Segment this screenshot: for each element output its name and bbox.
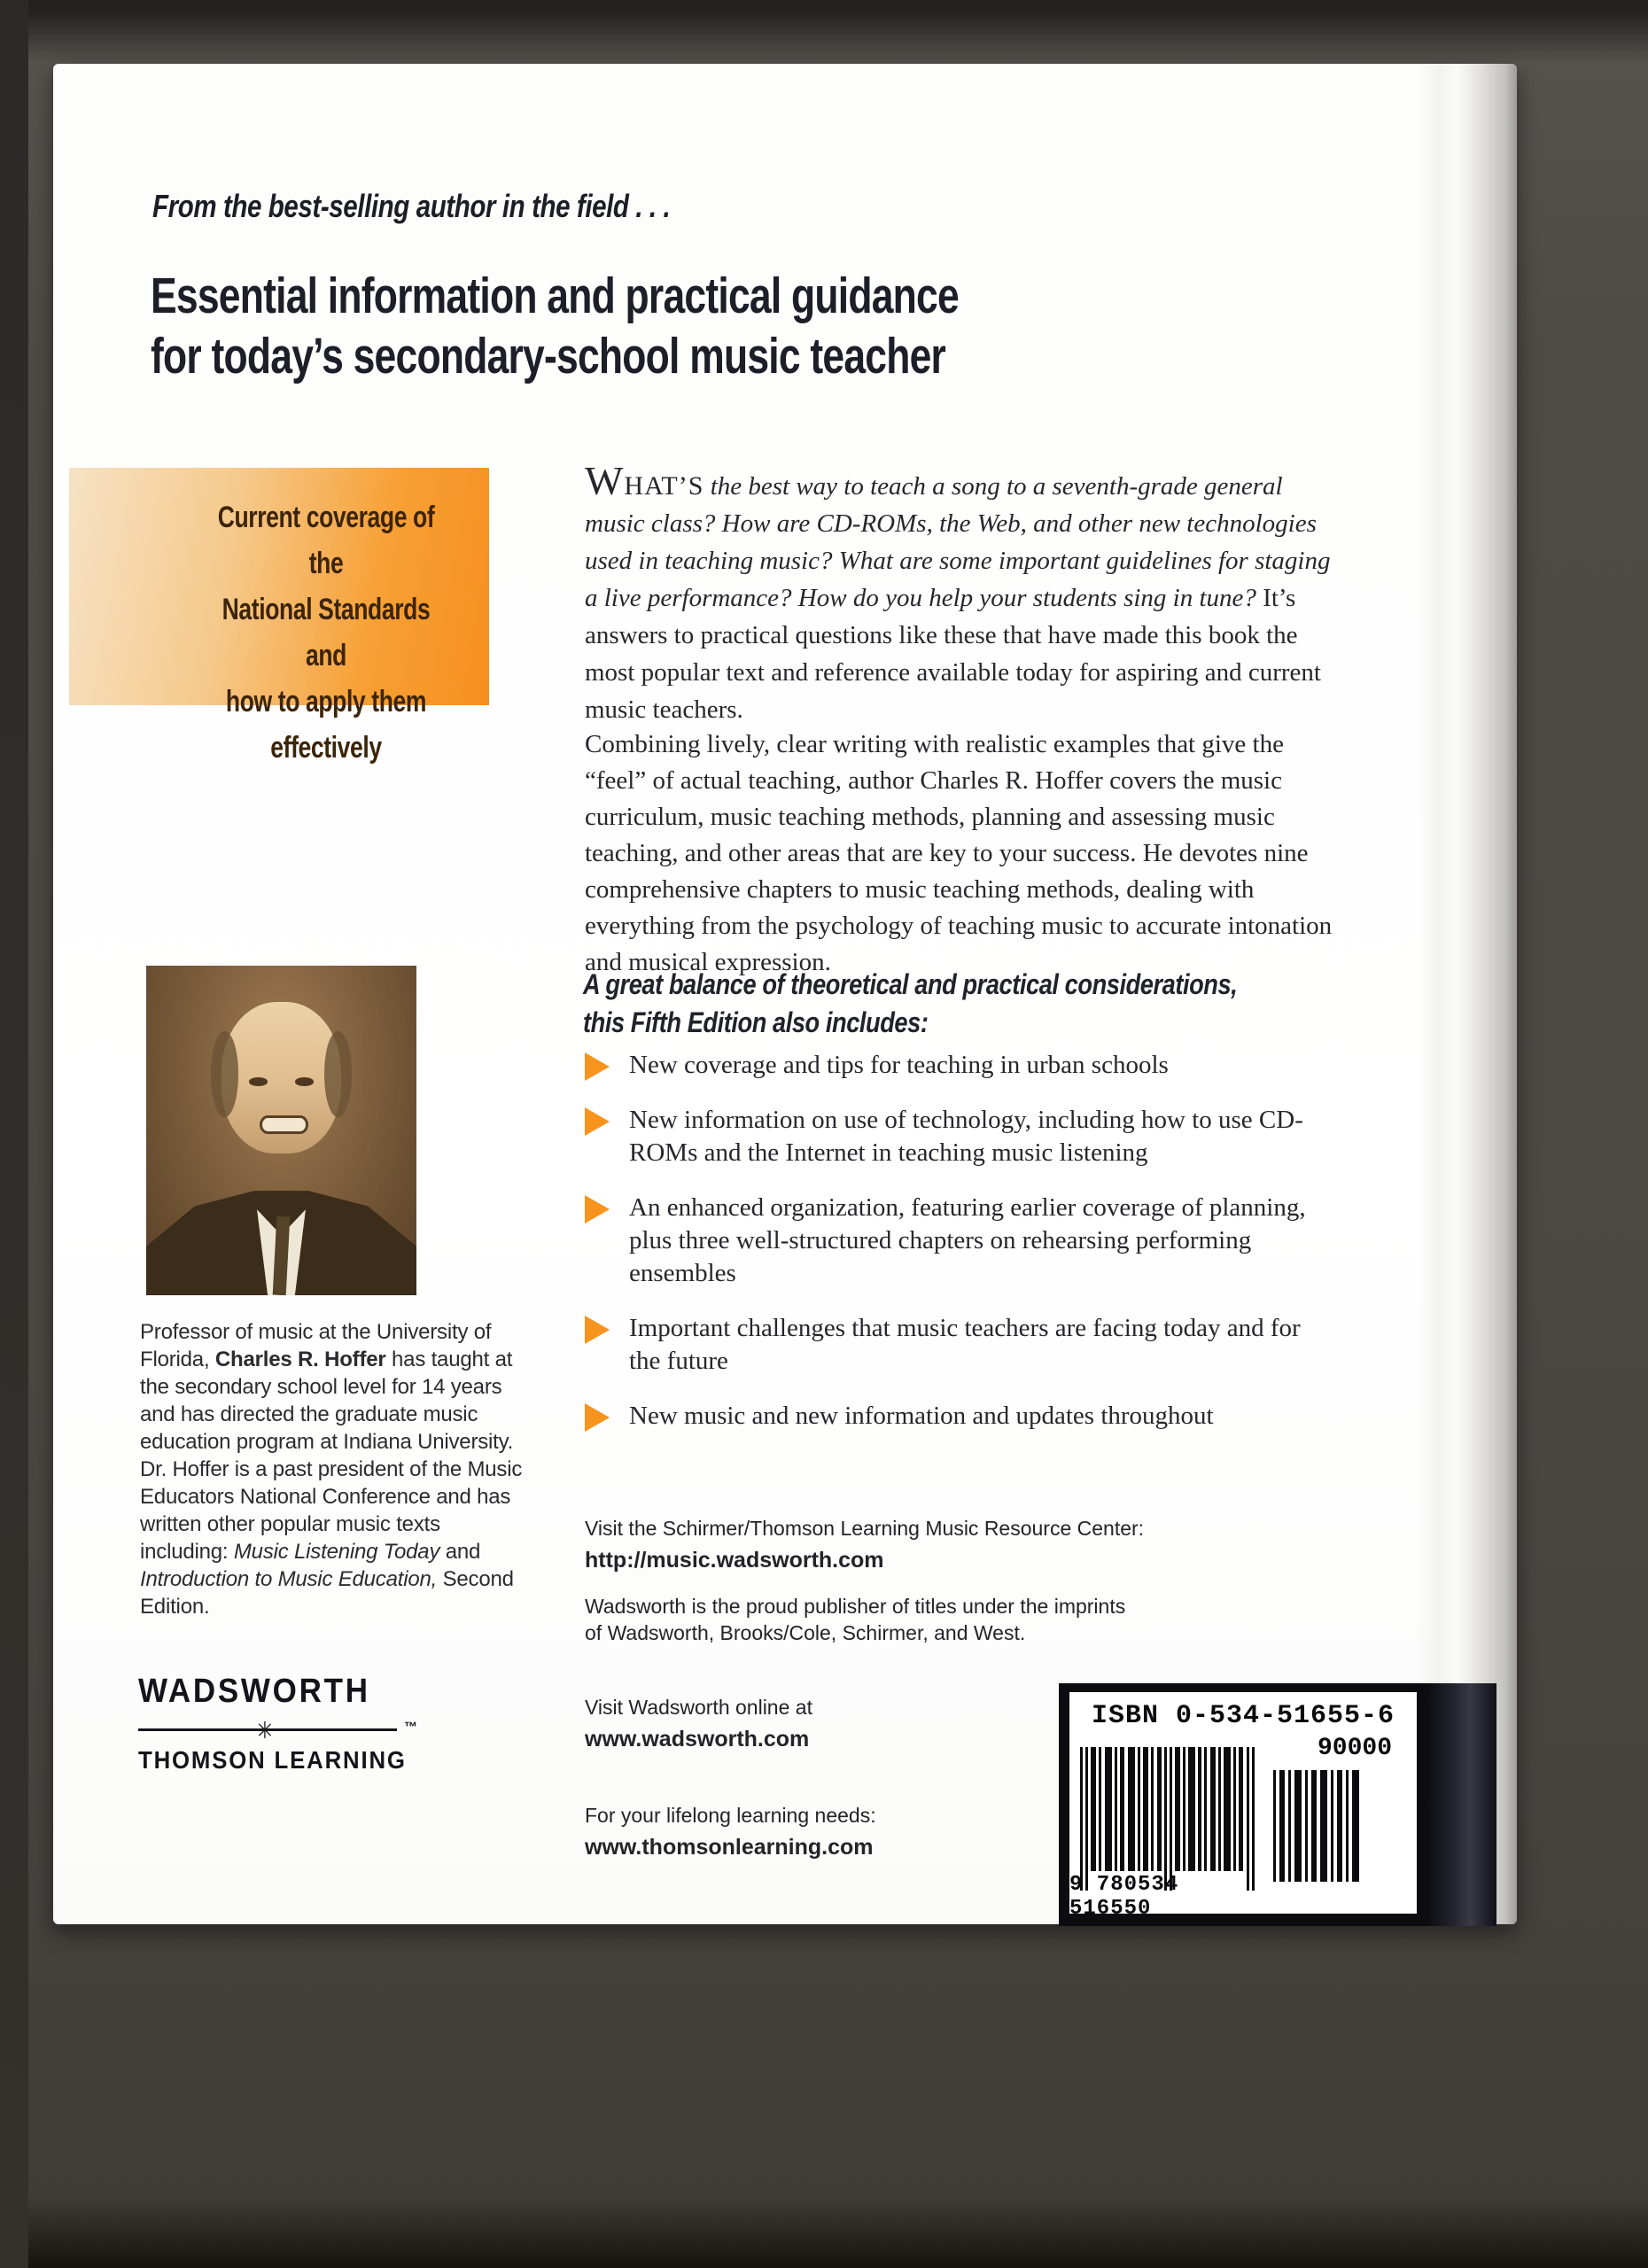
book-title: Introduction to Music Education, (140, 1567, 438, 1591)
resource-center-block: Visit the Schirmer/Thomson Learning Music Resource Center: http://music.wadsworth.com (585, 1517, 1145, 1573)
logo-thomson-text: THOMSON LEARNING (138, 1746, 407, 1774)
bullet-arrow-icon (585, 1052, 610, 1081)
barcode-panel (1059, 1683, 1496, 1926)
author-name: Charles R. Hoffer (214, 1348, 386, 1371)
bullet-arrow-icon (585, 1403, 610, 1432)
logo-rule (138, 1717, 420, 1744)
feature-item: New coverage and tips for teaching in urban schools (583, 1049, 1345, 1082)
features-heading: A great balance of theoretical and practical considerations, this Fifth Edition also includes: (583, 968, 1238, 1038)
highlight-box-text: Current coverage of the National Standards and how to apply them effectively (217, 501, 435, 765)
ean-digits: 9 780534 516550 (1069, 1873, 1179, 1921)
isbn-text: ISBN 0-534-51655-6 (1091, 1701, 1395, 1731)
author-bio: Professor of music at the University of Florida, Charles R. Hoffer has taught at the secondary school level for 14 years and has directed the graduate music education program at Indiana University. Dr. Hoffer is a past president of the Music Educators National Conference and has written other popular music texts including: Music Listening Today and Introduction to Music Education, Second Edition. (140, 1320, 523, 1619)
barcode-label (1069, 1692, 1417, 1921)
trademark-symbol: ™ (404, 1720, 417, 1735)
headline-line2: for today’s secondary-school music teacher (151, 328, 946, 384)
scanner-edge-shadow (0, 0, 28, 2268)
highlight-box (69, 468, 489, 765)
online-block: Visit Wadsworth online at www.wadsworth.com (585, 1696, 812, 1751)
bullet-arrow-icon (585, 1107, 610, 1136)
thomsonlearning-url: www.thomsonlearning.com (585, 1835, 874, 1860)
bullet-arrow-icon (585, 1195, 610, 1223)
intro-paragraph: WHAT’S the best way to teach a song to a seventh-grade general music class? How are CD-ROMs, the Web, and other new technologies used in teaching music? What are some important guidelines for staging a live performance? How do you help your students sing in tune? It’s answers to practical questions like these that have made this book the most popular text and reference available today for aspiring and current music teachers. (585, 458, 1331, 724)
feature-list (583, 1049, 1345, 1455)
book-title: Music Listening Today (233, 1540, 440, 1564)
wadsworth-logo (138, 1673, 420, 1775)
feature-item: New music and new information and updates throughout (583, 1400, 1345, 1433)
music-resource-url: http://music.wadsworth.com (585, 1548, 884, 1573)
logo-wadsworth-text: WADSWORTH (138, 1673, 370, 1710)
star-icon: ✳ (255, 1717, 275, 1744)
lifelong-block: For your lifelong learning needs: www.thomsonlearning.com (585, 1804, 876, 1860)
author-photo (146, 966, 416, 1295)
binding-edge (1418, 64, 1517, 1924)
body-paragraph: Combining lively, clear writing with realistic examples that give the “feel” of actual teaching, author Charles R. Hoffer covers the music curriculum, music teaching methods, planning and assessing music teaching, and other areas that are key to your success. He devotes nine comprehensive chapters to music teaching methods, dealing with everything from the psychology of teaching music to accurate intonation and musical expression. (585, 730, 1333, 976)
ean-barcode (1080, 1747, 1257, 1891)
lead-capital: W (585, 458, 625, 503)
imprints-block: Wadsworth is the proud publisher of titles under the imprints of Wadsworth, Brooks/Cole, Schirmer, and West. (585, 1595, 1126, 1644)
wadsworth-url: www.wadsworth.com (585, 1727, 810, 1751)
headline (151, 266, 959, 386)
feature-item: New information on use of technology, including how to use CD-ROMs and the Internet in teaching music listening (583, 1104, 1345, 1169)
feature-item: Important challenges that music teachers are facing today and for the future (583, 1312, 1345, 1378)
book-cover (53, 64, 1517, 1924)
feature-item: An enhanced organization, featuring earlier coverage of planning, plus three well-structured chapters on rehearsing performing ensembles (583, 1192, 1345, 1290)
supplemental-barcode (1273, 1770, 1362, 1882)
price-code: 90000 (1317, 1735, 1392, 1762)
headline-line1: Essential information and practical guidance (151, 268, 959, 324)
tagline: From the best-selling author in the field . . . (152, 188, 671, 224)
bullet-arrow-icon (585, 1316, 610, 1344)
